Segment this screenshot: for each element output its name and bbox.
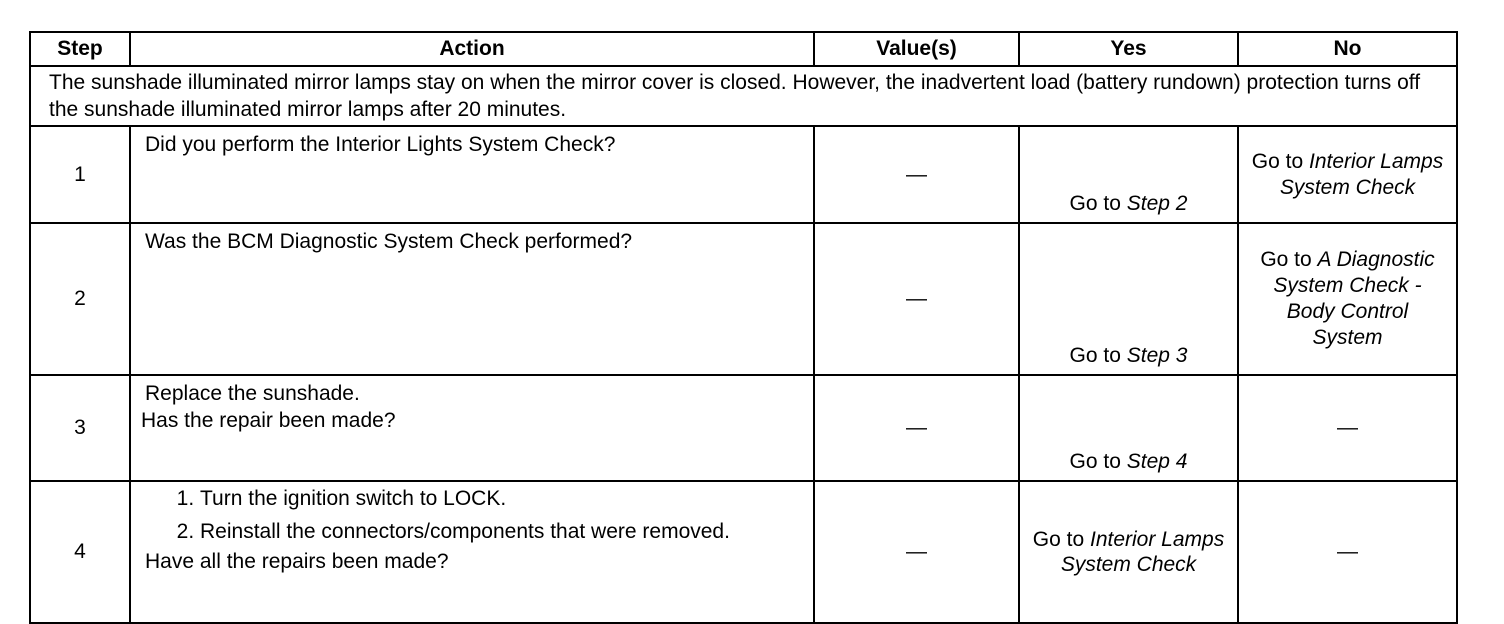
value-cell: — xyxy=(814,126,1019,223)
table-row xyxy=(30,223,1457,375)
no-cell xyxy=(1238,223,1457,375)
action-text: Did you perform the Interior Lights System Check? xyxy=(130,126,814,223)
step-number: 3 xyxy=(30,375,130,481)
header-row xyxy=(30,32,1457,66)
value-cell: — xyxy=(814,375,1019,481)
action-question: Have all the repairs been made? xyxy=(145,550,449,573)
yes-step-link[interactable]: Step 4 xyxy=(1126,450,1188,473)
step-number: 4 xyxy=(30,481,130,623)
yes-step-link[interactable]: Step 3 xyxy=(1126,344,1188,367)
no-cell xyxy=(1238,126,1457,223)
no-procedure-link[interactable]: Interior Lamps System Check xyxy=(1279,149,1444,199)
step-number: 1 xyxy=(30,126,130,223)
table-row xyxy=(30,375,1457,481)
no-cell: — xyxy=(1238,481,1457,623)
header-values: Value(s) xyxy=(814,32,1019,66)
header-action: Action xyxy=(130,32,814,66)
table-row xyxy=(30,126,1457,223)
list-item: 2. Reinstall the connectors/components that were removed. xyxy=(200,519,803,544)
yes-prefix: Go to xyxy=(1069,344,1127,367)
step-number: 2 xyxy=(30,223,130,375)
no-cell: — xyxy=(1238,375,1457,481)
table-row xyxy=(30,481,1457,623)
yes-prefix: Go to xyxy=(1069,450,1127,473)
action-text xyxy=(130,375,814,481)
header-step: Step xyxy=(30,32,130,66)
yes-prefix: Go to xyxy=(1069,192,1127,215)
action-text: Was the BCM Diagnostic System Check performed? xyxy=(130,223,814,375)
value-cell: — xyxy=(814,481,1019,623)
yes-cell xyxy=(1019,481,1238,623)
action-line: Replace the sunshade. xyxy=(145,382,360,405)
list-item: 1. Turn the ignition switch to LOCK. xyxy=(200,486,803,511)
yes-step-link[interactable]: Step 2 xyxy=(1126,192,1188,215)
no-prefix: Go to xyxy=(1260,248,1318,271)
action-question: Has the repair been made? xyxy=(141,409,396,432)
header-no: No xyxy=(1238,32,1457,66)
yes-procedure-link[interactable]: Interior Lamps System Check xyxy=(1060,528,1225,576)
diagnostic-table xyxy=(29,31,1458,624)
action-steps-list xyxy=(145,486,803,544)
value-cell: — xyxy=(814,223,1019,375)
yes-prefix: Go to xyxy=(1032,528,1090,551)
yes-cell xyxy=(1019,126,1238,223)
intro-row xyxy=(30,66,1457,126)
action-text xyxy=(130,481,814,623)
intro-text: The sunshade illuminated mirror lamps stay on when the mirror cover is closed. However, the inadvertent load (battery rundown) protection turns off the sunshade illuminated mirror lamps after 20 minutes. xyxy=(30,66,1457,126)
header-yes: Yes xyxy=(1019,32,1238,66)
yes-cell xyxy=(1019,375,1238,481)
no-prefix: Go to xyxy=(1251,149,1309,173)
yes-cell xyxy=(1019,223,1238,375)
no-procedure-link[interactable]: A Diagnostic System Check - Body Control System xyxy=(1273,248,1435,349)
